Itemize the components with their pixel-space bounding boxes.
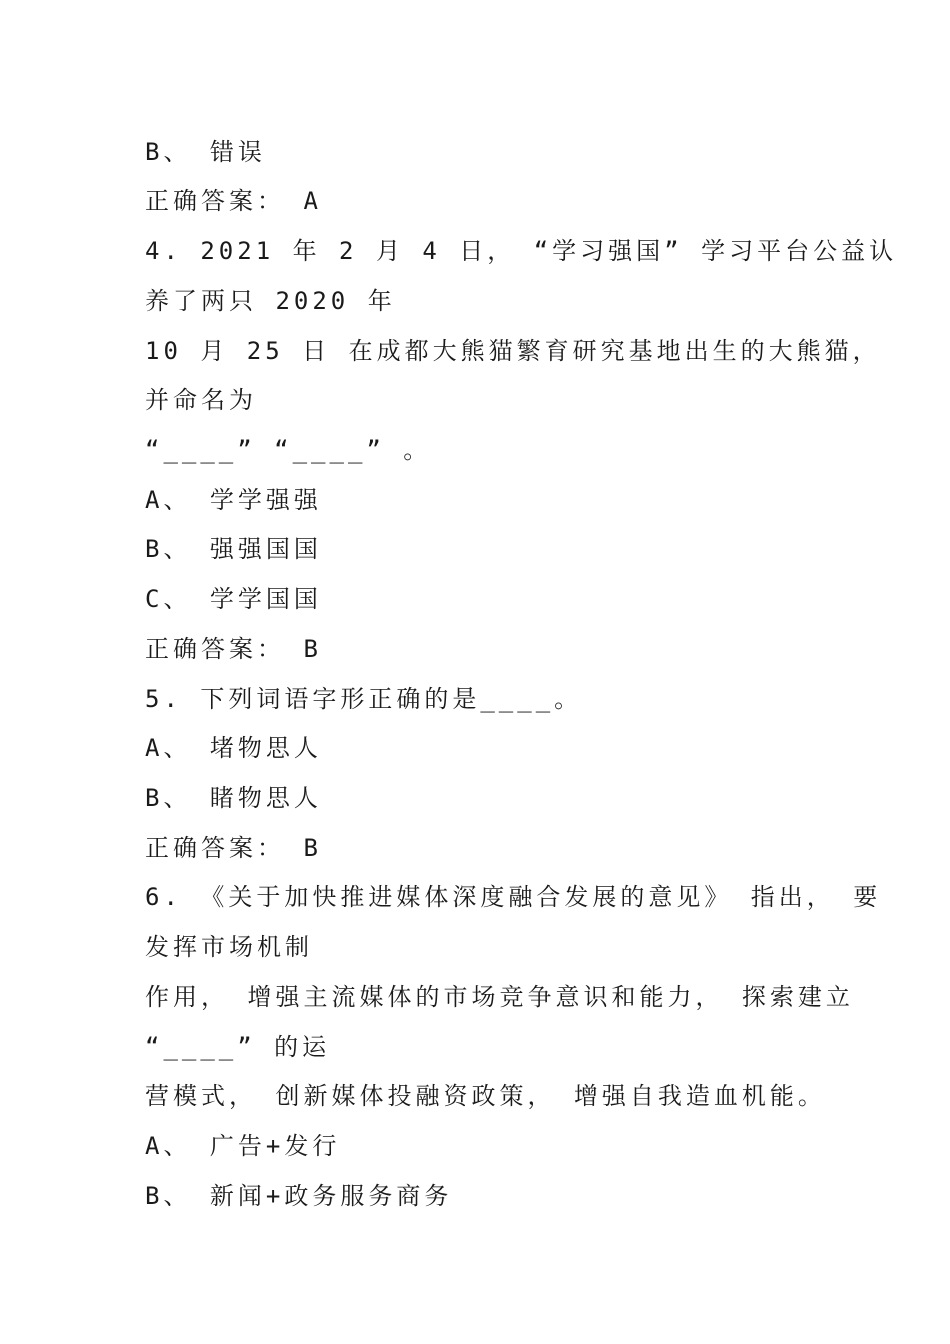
- text-line: 发挥市场机制: [145, 933, 313, 961]
- text-line: 正确答案： A: [145, 187, 322, 215]
- text-line: C、 学学国国: [145, 585, 322, 613]
- text-line: A、 学学强强: [145, 486, 322, 514]
- text-line: 作用， 增强主流媒体的市场竞争意识和能力， 探索建立: [145, 983, 854, 1011]
- text-line: “____” “____” 。: [145, 436, 432, 464]
- text-line: “____” 的运: [145, 1033, 331, 1061]
- text-line: 4. 2021 年 2 月 4 日， “学习强国” 学习平台公益认: [145, 237, 898, 265]
- text-line: 养了两只 2020 年: [145, 287, 396, 315]
- text-line: B、 新闻+政务服务商务: [145, 1182, 453, 1210]
- text-line: B、 强强国国: [145, 535, 322, 563]
- text-line: A、 广告+发行: [145, 1132, 341, 1160]
- text-line: 正确答案： B: [145, 834, 322, 862]
- text-line: 营模式， 创新媒体投融资政策， 增强自我造血机能。: [145, 1082, 826, 1110]
- text-line: 6. 《关于加快推进媒体深度融合发展的意见》 指出， 要: [145, 883, 882, 911]
- text-line: 5. 下列词语字形正确的是____。: [145, 685, 583, 713]
- text-line: A、 堵物思人: [145, 734, 322, 762]
- text-line: 10 月 25 日 在成都大熊猫繁育研究基地出生的大熊猫，: [145, 337, 881, 365]
- text-line: 正确答案： B: [145, 635, 322, 663]
- text-line: B、 睹物思人: [145, 784, 322, 812]
- text-line: B、 错误: [145, 138, 266, 166]
- text-line: 并命名为: [145, 386, 257, 414]
